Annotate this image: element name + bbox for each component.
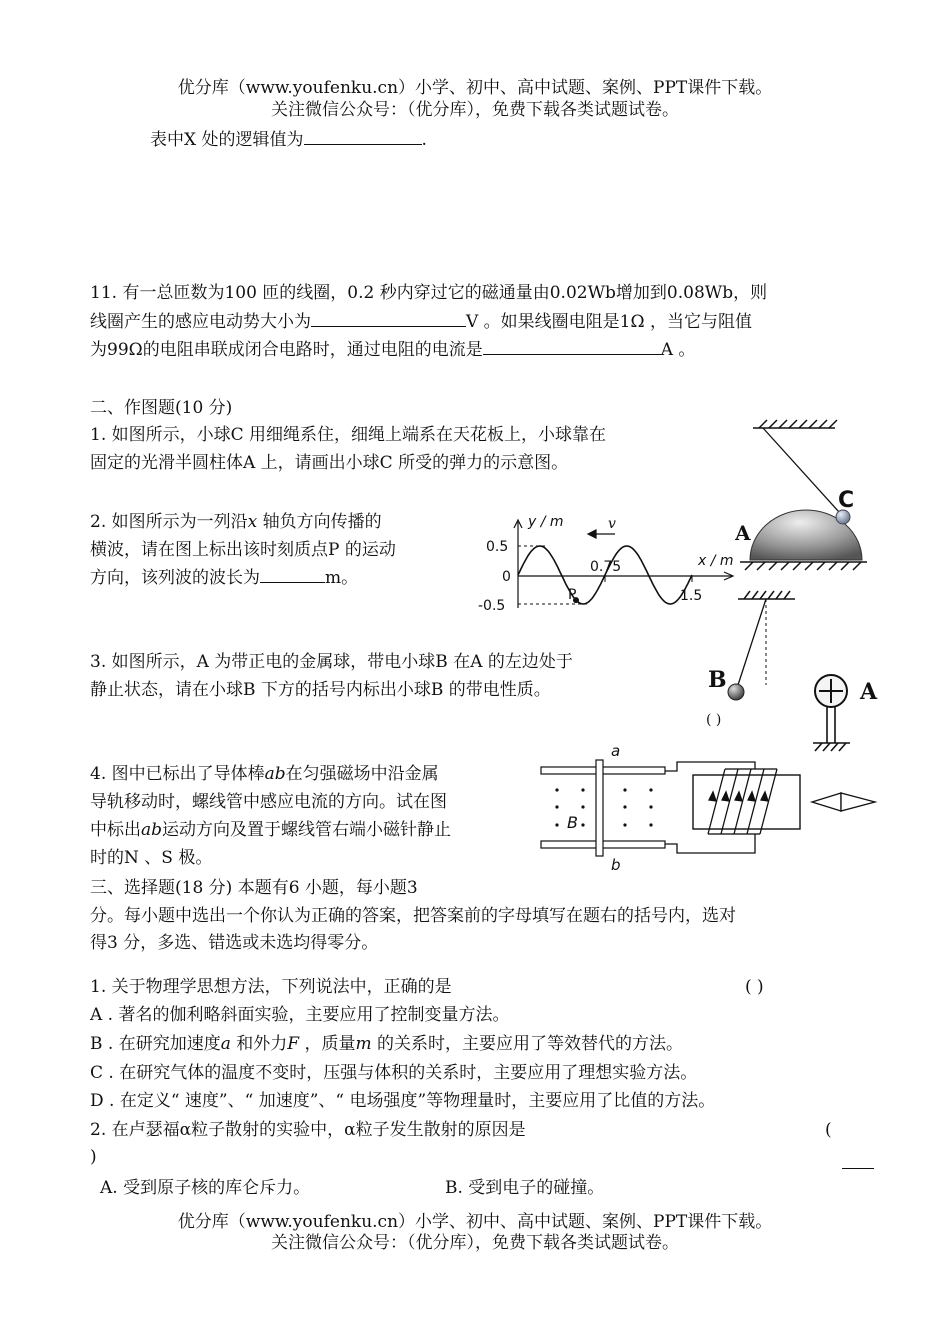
draw2-line-1: 2. 如图所示为一列沿x 轴负方向传播的 bbox=[90, 512, 382, 532]
header-line-2: 关注微信公众号：（优分库），免费下载各类试题试卷。 bbox=[271, 100, 679, 120]
footer-line-2: 关注微信公众号：（优分库），免费下载各类试题试卷。 bbox=[271, 1233, 679, 1253]
section-3-line-3: 得3 分，多选、错选或未选均得零分。 bbox=[90, 933, 379, 953]
draw2-line-2: 横波，请在图上标出该时刻质点P 的运动 bbox=[90, 540, 396, 560]
draw1-line-2: 固定的光滑半圆柱体A 上，请画出小球C 所受的弹力的示意图。 bbox=[90, 453, 569, 473]
wave-curve bbox=[518, 546, 692, 604]
x-axis-label: x / m bbox=[698, 553, 734, 569]
mc1-option-b: B . 在研究加速度a 和外力F ，质量m 的关系时，主要应用了等效替代的方法。 bbox=[90, 1034, 683, 1054]
mc2-bracket-open: ( bbox=[825, 1120, 832, 1140]
y-tick-bottom: -0.5 bbox=[478, 598, 506, 614]
x-tick-mid: 0.75 bbox=[590, 559, 622, 575]
label-b: B bbox=[708, 667, 727, 693]
floor bbox=[740, 562, 867, 570]
charge-figure bbox=[700, 585, 890, 760]
x-tick-end: 1.5 bbox=[680, 588, 703, 604]
conductor-rod bbox=[596, 760, 603, 856]
compass-needle bbox=[812, 793, 875, 811]
footer-line-1: 优分库（www.youfenku.cn）小学、初中、高中试题、案例、PPT课件下载。 bbox=[177, 1212, 773, 1232]
draw1-line-1: 1. 如图所示，小球C 用细绳系住，细绳上端系在天花板上，小球靠在 bbox=[90, 425, 607, 445]
mc1-stem: 1. 关于物理学思想方法，下列说法中，正确的是 bbox=[90, 977, 452, 997]
support-top bbox=[738, 591, 795, 599]
draw4-line-4: 时的N 、S 极。 bbox=[90, 848, 213, 868]
q11-line-2: 线圈产生的感应电动势大小为 V 。如果线圈电阻是1Ω ，当它与阻值 bbox=[90, 312, 752, 332]
q11-line-1: 11. 有一总匝数为100 匝的线圈，0.2 秒内穿过它的磁通量由0.02Wb增加到0.08Wb，则 bbox=[90, 283, 768, 303]
point-p-label: P bbox=[568, 587, 577, 603]
mc1-option-a: A . 著名的伽利略斜面实验，主要应用了控制变量方法。 bbox=[90, 1005, 510, 1025]
thread bbox=[738, 599, 766, 685]
draw2-line-3: 方向，该列波的波长为 m。 bbox=[90, 568, 359, 588]
mc2-option-b: B. 受到电子的碰撞。 bbox=[445, 1178, 605, 1198]
label-field-b: B bbox=[567, 813, 578, 832]
draw4-line-2: 导轨移动时，螺线管中感应电流的方向。试在图 bbox=[90, 792, 447, 812]
draw4-line-3: 中标出ab运动方向及置于螺线管右端小磁针静止 bbox=[90, 820, 452, 840]
mc2-option-a: A. 受到原子核的库仑斥力。 bbox=[100, 1178, 311, 1198]
velocity-label: v bbox=[608, 516, 616, 532]
q11-line-3: 为99Ω的电阻串联成闭合电路时，通过电阻的电流是 A 。 bbox=[90, 340, 696, 360]
b-charge-bracket: ( ) bbox=[706, 712, 722, 728]
solenoid-figure bbox=[535, 740, 880, 875]
label-c: C bbox=[838, 488, 855, 513]
label-a: A bbox=[735, 521, 751, 545]
mc2-bracket-close: ) bbox=[90, 1147, 97, 1167]
header-line-1: 优分库（www.youfenku.cn）小学、初中、高中试题、案例、PPT课件下载。 bbox=[177, 78, 773, 98]
y-tick-top: 0.5 bbox=[486, 539, 509, 555]
solenoid-core bbox=[693, 775, 800, 829]
divider-mark bbox=[842, 1168, 874, 1169]
string bbox=[763, 428, 839, 512]
section-3-title: 三、选择题(18 分) 本题有6 小题，每小题3 bbox=[90, 878, 418, 898]
y-axis-label: y / m bbox=[528, 514, 564, 530]
draw3-line-2: 静止状态，请在小球B 下方的括号内标出小球B 的带电性质。 bbox=[90, 680, 551, 700]
draw4-line-1: 4. 图中已标出了导体棒ab在匀强磁场中沿金属 bbox=[90, 764, 439, 784]
mc1-option-c: C . 在研究气体的温度不变时，压强与体积的关系时，主要应用了理想实验方法。 bbox=[90, 1063, 698, 1083]
section-3-line-2: 分。每小题中选出一个你认为正确的答案，把答案前的字母填写在题右的括号内，选对 bbox=[90, 906, 736, 926]
ceiling bbox=[753, 420, 837, 428]
label-b-rod: b bbox=[611, 856, 621, 874]
draw3-line-1: 3. 如图所示，A 为带正电的金属球，带电小球B 在A 的左边处于 bbox=[90, 652, 573, 672]
mc1-bracket: ( ) bbox=[745, 977, 764, 997]
mc1-option-d: D . 在定义“ 速度”、“ 加速度”、“ 电场强度”等物理量时，主要应用了比值的方法。 bbox=[90, 1091, 716, 1111]
ball-cylinder-figure bbox=[735, 412, 875, 582]
ball-b bbox=[728, 684, 744, 700]
section-2-title: 二、作图题(10 分) bbox=[90, 398, 233, 418]
label-a-sphere: A bbox=[860, 679, 878, 705]
top-line: 表中X 处的逻辑值为 . bbox=[150, 130, 427, 150]
label-a-rod: a bbox=[611, 742, 621, 760]
mc2-stem: 2. 在卢瑟福α粒子散射的实验中，α粒子发生散射的原因是 bbox=[90, 1120, 526, 1140]
y-tick-zero: 0 bbox=[502, 569, 511, 585]
